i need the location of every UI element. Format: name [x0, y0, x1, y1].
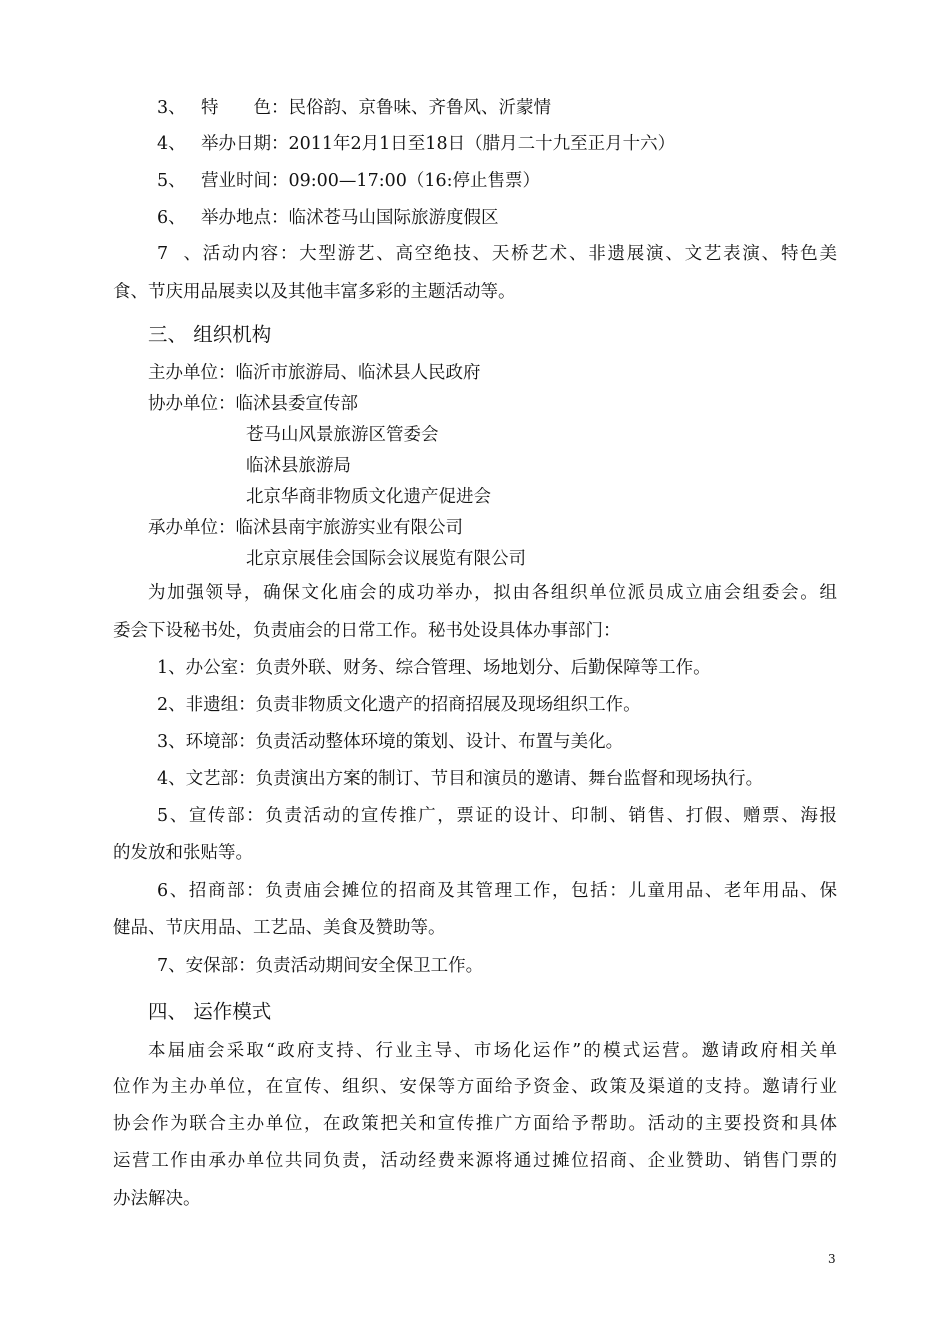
org-label: 承办单位：	[148, 518, 236, 538]
intro-line2: 委会下设秘书处，负责庙会的日常工作。秘书处设具体办事部门：	[113, 621, 621, 641]
section4-line: 本届庙会采取“政府支持、行业主导、市场化运作”的模式运营。邀请政府相关单	[148, 1041, 837, 1061]
co-unit	[148, 393, 358, 415]
host-unit	[148, 362, 481, 384]
item-number: 4、	[157, 134, 186, 154]
item-number: 6、	[157, 208, 186, 228]
item-number: 5、	[157, 171, 186, 191]
section4-line: 协会作为联合主办单位，在政策把关和宣传推广方面给予帮助。活动的主要投资和具体	[113, 1114, 837, 1134]
co-unit-item: 苍马山风景旅游区管委会	[246, 425, 439, 445]
org-unit	[148, 517, 463, 539]
dept-item: 1、办公室：负责外联、财务、综合管理、场地划分、后勤保障等工作。	[157, 658, 711, 678]
item-text: 大型游艺、高空绝技、天桥艺术、非遗展演、文艺表演、特色美	[299, 244, 837, 264]
section4-heading: 四、 运作模式	[148, 1000, 272, 1023]
co-unit-item: 北京华商非物质文化遗产促进会	[246, 487, 491, 507]
dept-item: 4、文艺部：负责演出方案的制订、节目和演员的邀请、舞台监督和现场执行。	[157, 769, 764, 789]
dept-item: 3、环境部：负责活动整体环境的策划、设计、布置与美化。	[157, 732, 624, 752]
item-label: 营业时间：	[201, 171, 289, 191]
item-label: 举办日期：	[201, 134, 289, 154]
dept-item: 7、安保部：负责活动期间安全保卫工作。	[157, 956, 484, 976]
co-label: 协办单位：	[148, 394, 236, 414]
item-number: 3、	[157, 98, 186, 118]
item-4	[157, 133, 675, 155]
section4-line: 运营工作由承办单位共同负责，活动经费来源将通过摊位招商、企业赞助、销售门票的	[113, 1151, 837, 1171]
item-5	[157, 170, 540, 192]
item-text: 民俗韵、京鲁味、齐鲁风、沂蒙情	[288, 98, 551, 118]
item-text: 临沭苍马山国际旅游度假区	[288, 208, 499, 228]
item-number: 7、	[157, 244, 201, 264]
item-7-line1	[157, 243, 837, 265]
dept-item: 6、招商部：负责庙会摊位的招商及其管理工作，包括：儿童用品、老年用品、保	[157, 881, 837, 901]
item-label: 举办地点：	[201, 208, 289, 228]
item-7-line2: 食、节庆用品展卖以及其他丰富多彩的主题活动等。	[113, 282, 516, 302]
item-text: 2011年2月1日至18日（腊月二十九至正月十六）	[288, 134, 676, 154]
host-value: 临沂市旅游局、临沭县人民政府	[235, 363, 481, 383]
section4-line: 办法解决。	[113, 1189, 201, 1209]
dept-item: 5、宣传部：负责活动的宣传推广，票证的设计、印制、销售、打假、赠票、海报	[157, 806, 837, 826]
item-label: 特 色：	[201, 98, 289, 118]
dept-item: 2、非遗组：负责非物质文化遗产的招商招展及现场组织工作。	[157, 695, 641, 715]
dept-item-cont: 的发放和张贴等。	[113, 843, 253, 863]
intro-line1: 为加强领导，确保文化庙会的成功举办，拟由各组织单位派员成立庙会组委会。组	[148, 583, 837, 603]
co-value: 临沭县委宣传部	[235, 394, 358, 414]
section4-line: 位作为主办单位，在宣传、组织、安保等方面给予资金、政策及渠道的支持。邀请行业	[113, 1077, 837, 1097]
co-unit-item: 临沭县旅游局	[246, 456, 351, 476]
org-value: 临沭县南宇旅游实业有限公司	[235, 518, 463, 538]
dept-item-cont: 健品、节庆用品、工艺品、美食及赞助等。	[113, 918, 446, 938]
item-6	[157, 207, 499, 229]
org-unit-item: 北京京展佳会国际会议展览有限公司	[246, 549, 526, 569]
page-number: 3	[828, 1252, 836, 1266]
section3-heading: 三、 组织机构	[148, 323, 272, 346]
host-label: 主办单位：	[148, 363, 236, 383]
item-text: 09:00—17:00（16:停止售票）	[288, 171, 541, 191]
item-3	[157, 97, 551, 119]
item-label: 活动内容：	[201, 244, 300, 264]
